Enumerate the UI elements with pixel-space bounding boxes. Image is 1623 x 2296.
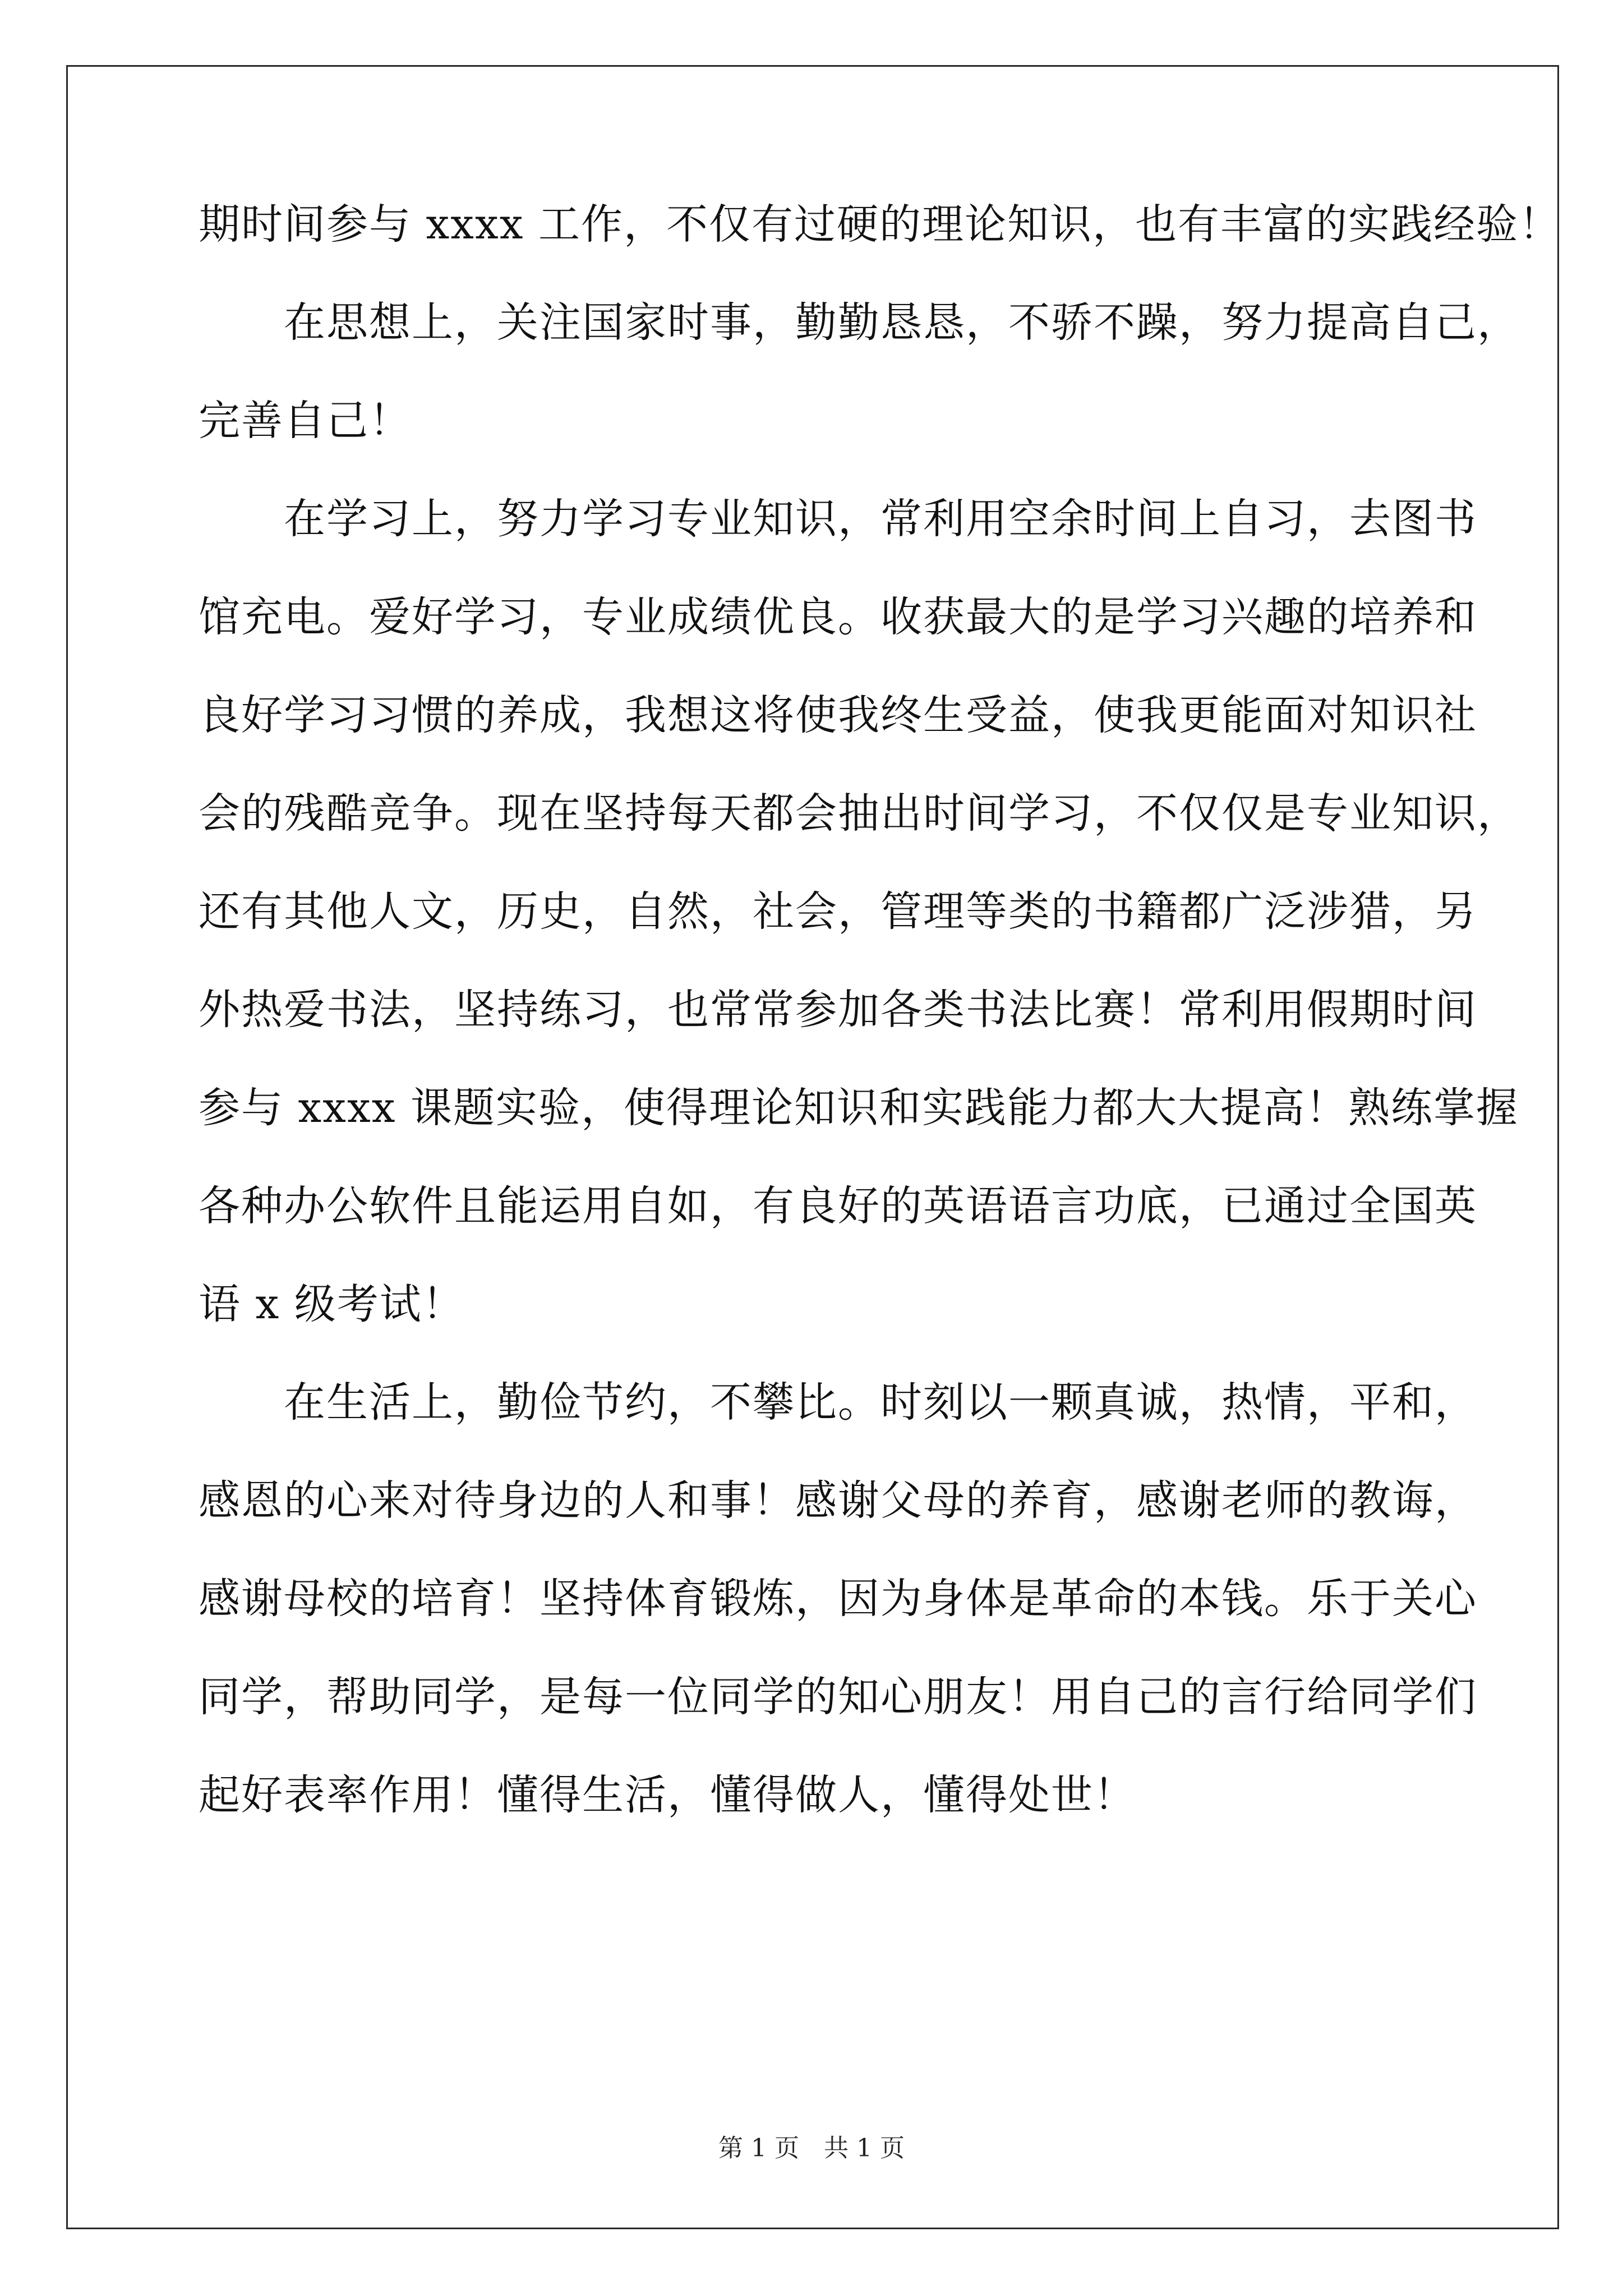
- text-line: 期时间参与 xxxx 工作，不仅有过硬的理论知识，也有丰富的实践经验！: [199, 200, 1561, 249]
- text-line: 同学，帮助同学，是每一位同学的知心朋友！用自己的言行给同学们: [199, 1673, 1477, 1721]
- text-line: 外热爱书法，坚持练习，也常常参加各类书法比赛！常利用假期时间: [199, 986, 1477, 1034]
- text-line: 在生活上，勤俭节约，不攀比。时刻以一颗真诚，热情，平和，: [199, 1378, 1477, 1427]
- text-line: 会的残酷竞争。现在坚持每天都会抽出时间学习，不仅仅是专业知识，: [199, 789, 1520, 838]
- text-line: 感恩的心来对待身边的人和事！感谢父母的养育，感谢老师的教诲，: [199, 1476, 1477, 1525]
- text-line: 参与 xxxx 课题实验，使得理论知识和实践能力都大大提高！熟练掌握: [199, 1084, 1519, 1132]
- text-line: 各种办公软件且能运用自如，有良好的英语语言功底，已通过全国英: [199, 1182, 1477, 1230]
- text-line: 馆充电。爱好学习，专业成绩优良。收获最大的是学习兴趣的培养和: [199, 593, 1477, 641]
- text-line: 还有其他人文，历史，自然，社会，管理等类的书籍都广泛涉猎，另: [199, 887, 1477, 936]
- page-number: 第 1 页 共 1 页: [718, 2134, 905, 2162]
- text-line: 起好表率作用！懂得生活，懂得做人，懂得处世！: [199, 1771, 1136, 1819]
- text-line: 完善自己！: [199, 397, 412, 445]
- text-line: 在学习上，努力学习专业知识，常利用空余时间上自习，去图书: [199, 495, 1477, 543]
- text-line: 在思想上，关注国家时事，勤勤恳恳，不骄不躁，努力提高自己，: [199, 298, 1520, 347]
- text-line: 良好学习习惯的养成，我想这将使我终生受益，使我更能面对知识社: [199, 691, 1477, 739]
- text-line: 语 x 级考试！: [199, 1280, 465, 1328]
- text-line: 感谢母校的培育！坚持体育锻炼，因为身体是革命的本钱。乐于关心: [199, 1575, 1477, 1623]
